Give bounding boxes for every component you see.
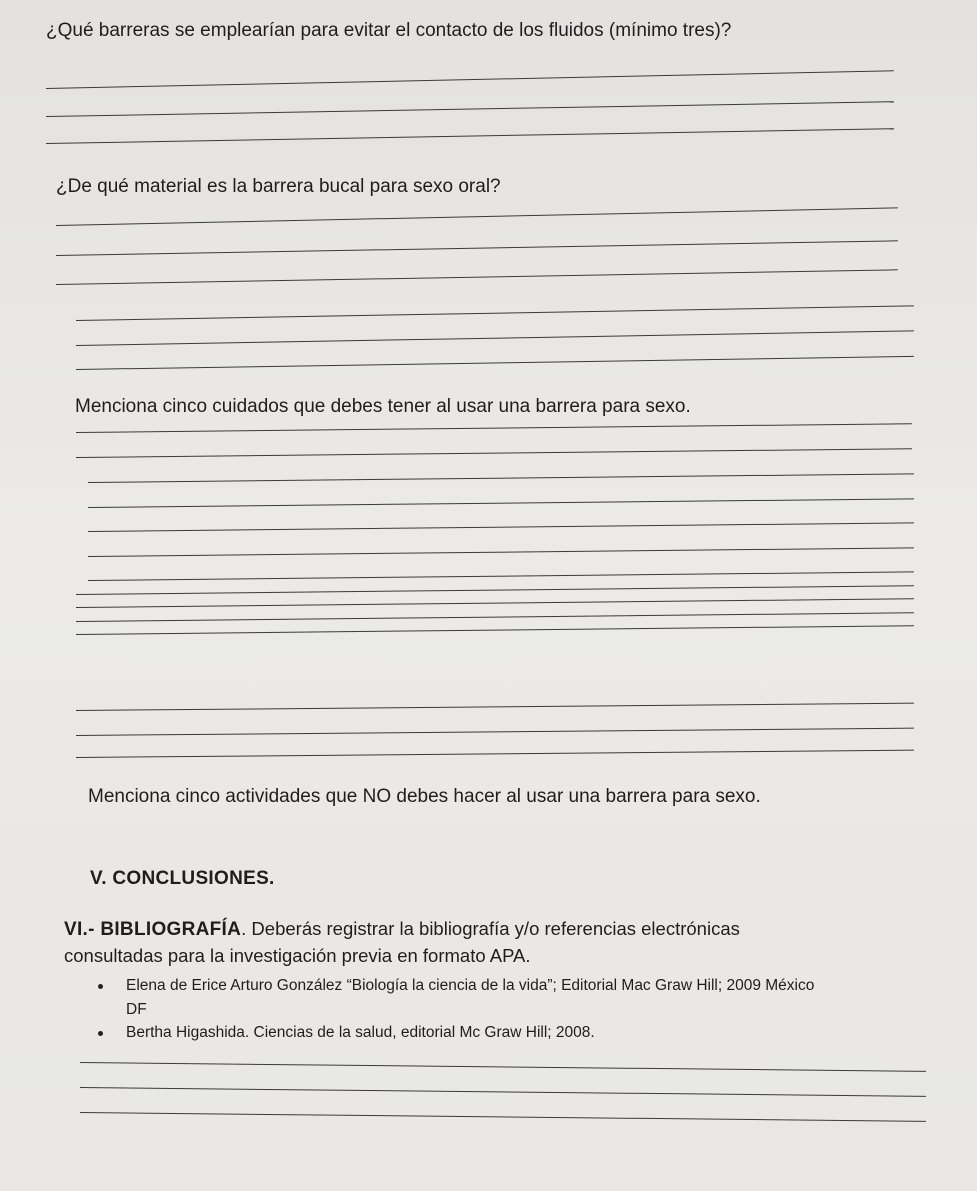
- answer-line[interactable]: [56, 269, 898, 285]
- answer-line[interactable]: [80, 1112, 926, 1122]
- answer-line[interactable]: [76, 728, 914, 736]
- question-five-cares: Menciona cinco cuidados que debes tener al usar una barrera para sexo.: [75, 396, 691, 417]
- reference-item: Elena de Erice Arturo González “Biología la ciencia de la vida”; Editorial Mac Graw Hill; 2009 México: [126, 977, 815, 994]
- answer-line[interactable]: [76, 585, 914, 595]
- bullet-icon: [98, 984, 103, 989]
- answer-line[interactable]: [76, 598, 914, 608]
- answer-line[interactable]: [88, 522, 914, 532]
- question-fluid-barriers: ¿Qué barreras se emplearían para evitar el contacto de los fluidos (mínimo tres)?: [46, 20, 732, 41]
- reference-item-continuation: DF: [126, 1001, 147, 1018]
- answer-line[interactable]: [46, 128, 894, 144]
- answer-line[interactable]: [76, 305, 914, 321]
- answer-line[interactable]: [76, 423, 912, 433]
- answer-line[interactable]: [88, 473, 914, 483]
- answer-line[interactable]: [88, 571, 914, 581]
- answer-line[interactable]: [76, 750, 914, 758]
- answer-line[interactable]: [80, 1087, 926, 1097]
- answer-line[interactable]: [88, 547, 914, 557]
- answer-line[interactable]: [76, 356, 914, 370]
- answer-line[interactable]: [76, 625, 914, 635]
- answer-line[interactable]: [76, 448, 912, 458]
- answer-line[interactable]: [80, 1062, 926, 1072]
- answer-line[interactable]: [76, 612, 914, 622]
- bibliografia-instructions-line2: consultadas para la investigación previa en formato APA.: [64, 945, 531, 966]
- bibliografia-paragraph: [64, 918, 740, 941]
- bibliografia-heading: VI.- BIBLIOGRAFÍA: [64, 919, 242, 940]
- answer-line[interactable]: [56, 240, 898, 256]
- answer-line[interactable]: [76, 703, 914, 711]
- question-five-donts: Menciona cinco actividades que NO debes hacer al usar una barrera para sexo.: [88, 786, 761, 807]
- answer-line[interactable]: [46, 70, 894, 89]
- question-oral-barrier-material: ¿De qué material es la barrera bucal para sexo oral?: [56, 176, 501, 197]
- answer-line[interactable]: [46, 101, 894, 117]
- reference-item: Bertha Higashida. Ciencias de la salud, editorial Mc Graw Hill; 2008.: [126, 1024, 595, 1041]
- answer-line[interactable]: [56, 207, 898, 226]
- conclusiones-heading: V. CONCLUSIONES.: [90, 868, 275, 889]
- bibliografia-instructions: . Deberás registrar la bibliografía y/o referencias electrónicas: [241, 918, 740, 939]
- answer-line[interactable]: [88, 498, 914, 508]
- answer-line[interactable]: [76, 330, 914, 346]
- bullet-icon: [98, 1031, 103, 1036]
